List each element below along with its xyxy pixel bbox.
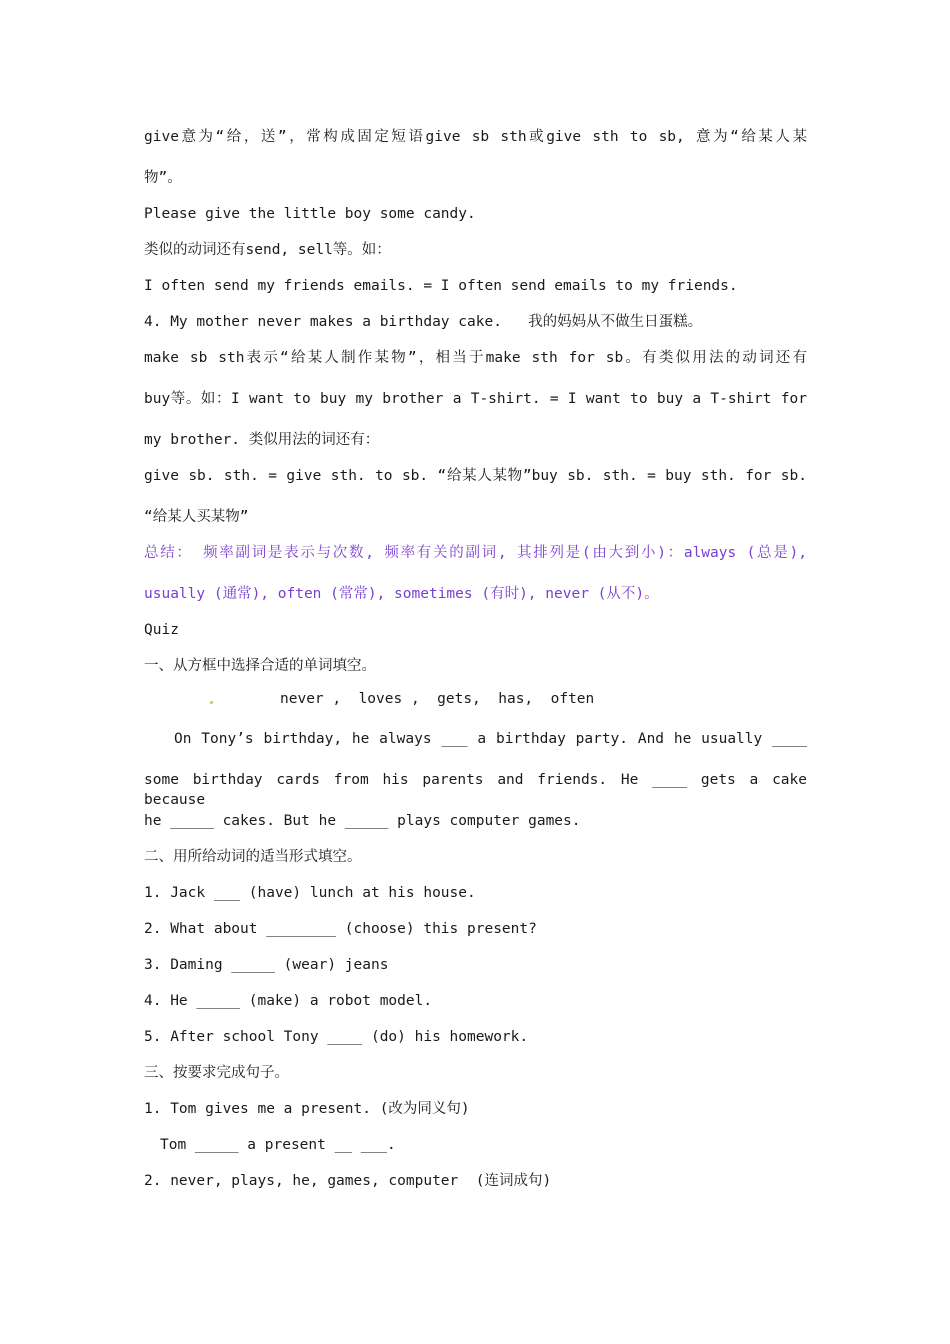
- text-line: 物”。: [144, 170, 182, 186]
- summary-line: 总结： 频率副词是表示与次数, 频率有关的副词, 其排列是(由大到小)：always (总是),: [144, 545, 807, 561]
- passage-line: some birthday cards from his parents and friends. He ____ gets a cake because: [144, 772, 807, 808]
- section-heading: 三、按要求完成句子。: [144, 1065, 289, 1081]
- question-2: 2. never, plays, he, games, computer (连词成句): [144, 1173, 552, 1189]
- text-line: give意为“给，送”，常构成固定短语give sb sth或give sth to sb, 意为“给某人某: [144, 129, 807, 145]
- passage-line: he _____ cakes. But he _____ plays computer games.: [144, 813, 581, 829]
- quiz-heading: Quiz: [144, 622, 179, 638]
- question-4: 4. He _____ (make) a robot model.: [144, 993, 433, 1009]
- passage-line: On Tony’s birthday, he always ___ a birthday party. And he usually ____: [174, 731, 807, 747]
- word-box-options: never , loves , gets, has, often: [280, 691, 595, 707]
- text-line: give sb. sth. = give sth. to sb. “给某人某物”buy sb. sth. = buy sth. for sb.: [144, 468, 807, 484]
- question-2: 2. What about ________ (choose) this present?: [144, 921, 537, 937]
- text-line: buy等。如：I want to buy my brother a T-shirt. = I want to buy a T-shirt for: [144, 391, 807, 407]
- numbered-sentence: 4. My mother never makes a birthday cake. 我的妈妈从不做生日蛋糕。: [144, 314, 703, 330]
- example-sentence: Please give the little boy some candy.: [144, 206, 476, 222]
- section-heading: 二、用所给动词的适当形式填空。: [144, 849, 362, 865]
- summary-line: usually (通常), often (常常), sometimes (有时), never (从不)。: [144, 586, 659, 602]
- question-1: 1. Tom gives me a present. (改为同义句): [144, 1101, 470, 1117]
- section-heading: 一、从方框中选择合适的单词填空。: [144, 658, 376, 674]
- text-line: make sb sth表示“给某人制作某物”，相当于make sth for sb。有类似用法的动词还有: [144, 350, 807, 366]
- stray-dot: [210, 701, 213, 704]
- question-1: 1. Jack ___ (have) lunch at his house.: [144, 885, 476, 901]
- text-line: “给某人买某物”: [144, 509, 249, 525]
- answer-line: Tom _____ a present __ ___.: [160, 1137, 396, 1153]
- question-3: 3. Daming _____ (wear) jeans: [144, 957, 389, 973]
- text-line: 类似的动词还有send, sell等。如：: [144, 242, 391, 258]
- example-sentence: I often send my friends emails. = I often send emails to my friends.: [144, 278, 738, 294]
- question-5: 5. After school Tony ____ (do) his homework.: [144, 1029, 529, 1045]
- text-line: my brother. 类似用法的词还有：: [144, 432, 380, 448]
